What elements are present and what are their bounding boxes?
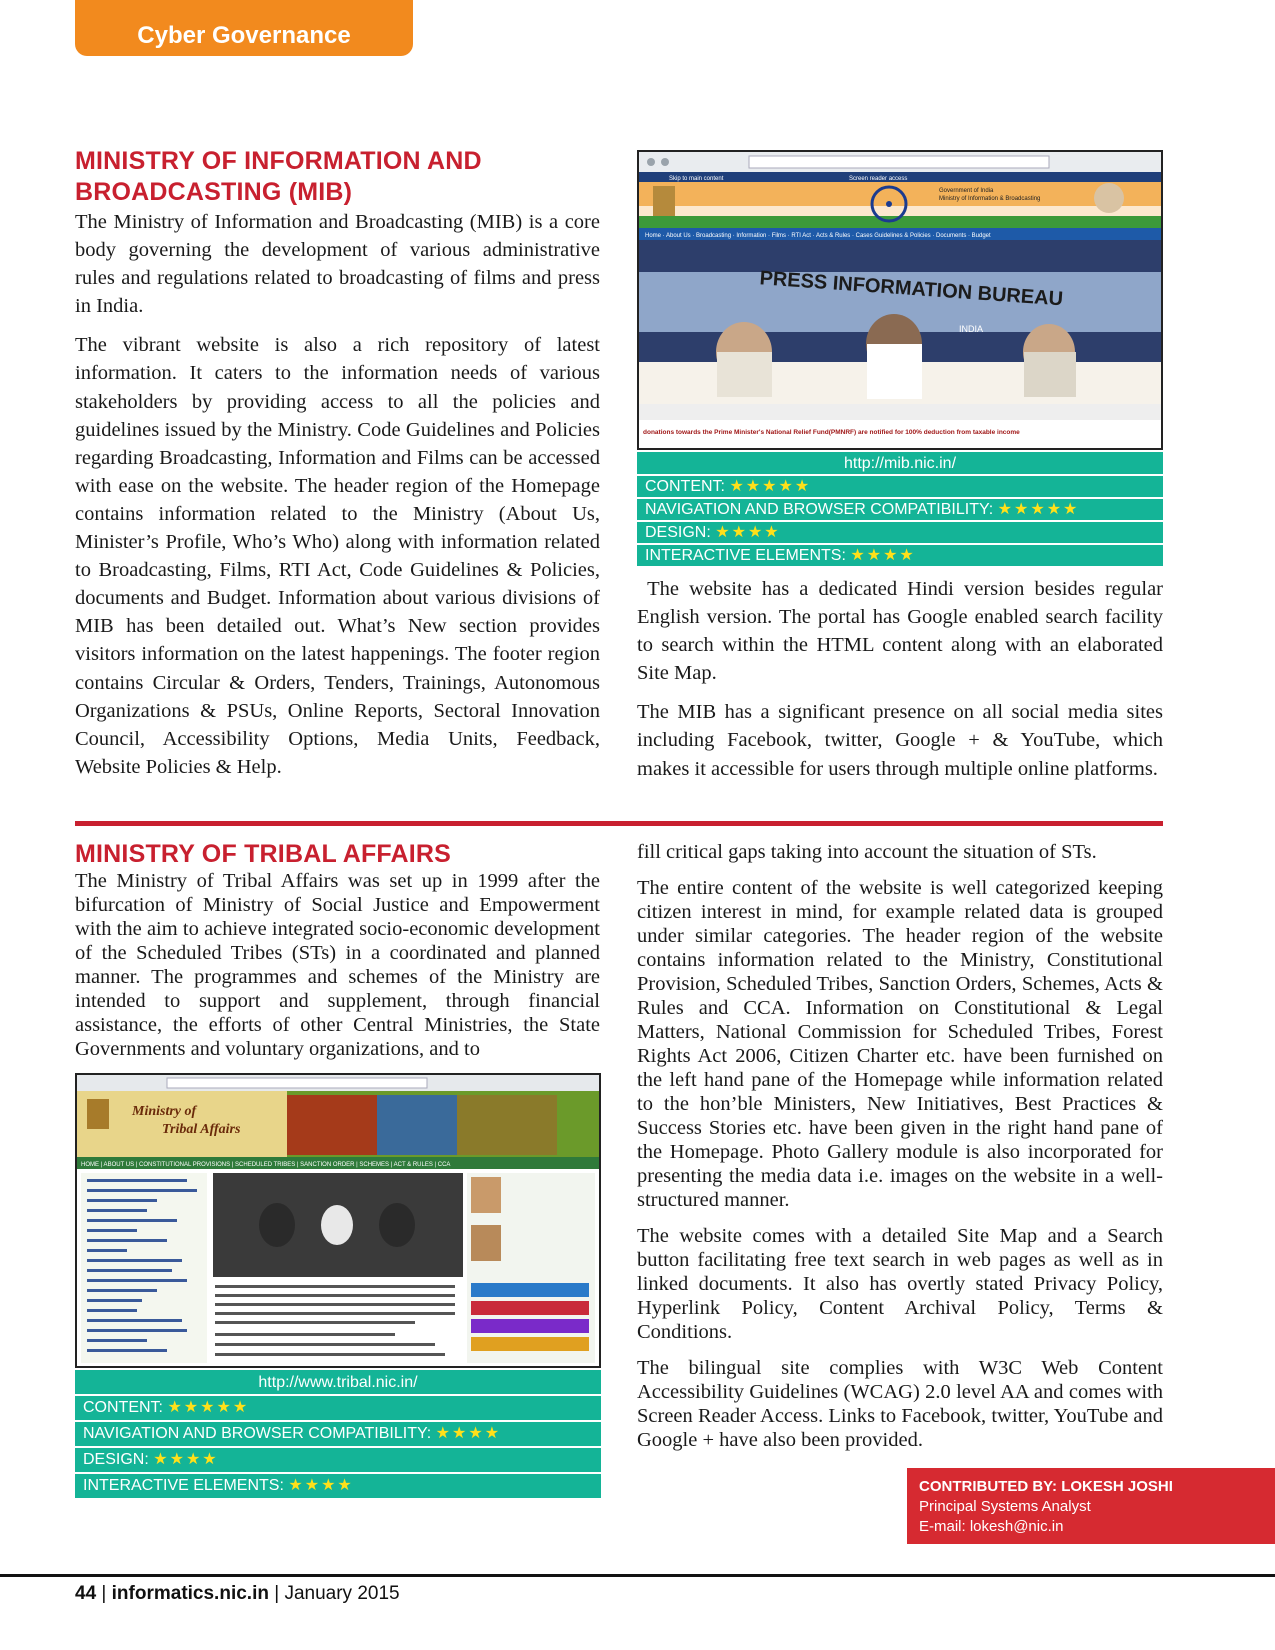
tribal-rating-interactive: INTERACTIVE ELEMENTS: ★★★★ [75, 1474, 601, 1500]
mib-website-screenshot [637, 150, 1163, 450]
svg-text:PRESS INFORMATION BUREAU: PRESS INFORMATION BUREAU [758, 267, 1064, 311]
star-icon: ★★★★★ [997, 501, 1080, 518]
tribal-rating-design: DESIGN: ★★★★ [75, 1448, 601, 1474]
page-footer: 44 | informatics.nic.in | January 2015 [75, 1583, 400, 1604]
star-icon: ★★★★ [715, 524, 781, 541]
mib-rating-design: DESIGN: ★★★★ [637, 522, 1163, 545]
section-divider [75, 821, 1163, 826]
mib-right-text [637, 575, 1169, 783]
mib-title-line2: BROADCASTING (MIB) [75, 178, 353, 206]
tribal-rating-navigation: NAVIGATION AND BROWSER COMPATIBILITY: ★★★★ [75, 1422, 601, 1448]
page-number: 44 [75, 1583, 97, 1604]
star-icon: ★★★★ [435, 1425, 502, 1442]
tribal-paragraph-4: The bilingual site complies with W3C Web Content Accessibility Guidelines (WCAG) 2.0 level AA and comes with Screen Reader Access. Links to Facebook, twitter, YouTube and Google + have also been provided. [637, 1357, 1163, 1451]
tribal-paragraph-2: The entire content of the website is well categorized keeping citizen interest in mind, for example related data is grouped under similar categories. The header region of the website contains information related to the Ministry, Constitutional Provision, Scheduled Tribes, Sanction Orders, Schemes, Acts & Rules and CCA. Information on Constitutional & Legal Matters, National Commission for Scheduled Tribes, Forest Rights Act 2006, Citizen Charter etc. have been furnished on the left hand pane of the Homepage while information related to the hon’ble Ministers, New Initiatives, Best Practices & Success Stories etc. have been given in the right hand pane of the Homepage. Photo Gallery module is also incorporated for presenting the media data i.e. images on the website in a well-structured manner. [637, 877, 1163, 1211]
tribal-screenshot-nav: HOME | ABOUT US | CONSTITUTIONAL PROVISIONS | SCHEDULED TRIBES | SANCTION ORDER | SCHEMES | ACT & RULES | CCA [81, 1162, 451, 1168]
star-icon: ★★★★ [288, 1477, 354, 1494]
tribal-rating-content: CONTENT: ★★★★★ [75, 1396, 601, 1422]
contributor-name: CONTRIBUTED BY: LOKESH JOSHI [919, 1478, 1173, 1495]
tribal-screenshot-image [77, 1075, 599, 1366]
mib-paragraph-2: The vibrant website is also a rich repository of latest information. It caters to the information needs of various stakeholders by providing access to all the policies and guidelines issued by the Ministry. Code Guidelines and Policies regarding Broadcasting, Information and Films can be accessed with ease on the website. The header region of the Homepage contains information related to the Ministry (About Us, Minister’s Profile, Who’s Who) along with information related to Broadcasting, Films, RTI Act, Code Guidelines & Policies, documents and Budget. Information about various divisions of MIB has been detailed out. What’s New section provides visitors information on the latest happenings. The footer region contains Circular & Orders, Tenders, Trainings, Autonomous Organizations & PSUs, Online Reports, Sectoral Innovation Council, Accessibility Options, Media Units, Feedback, Website Policies & Help. [75, 334, 600, 778]
mib-screenshot-image [639, 152, 1161, 448]
contributor-role: Principal Systems Analyst [919, 1498, 1091, 1515]
tribal-paragraph-1-continued: fill critical gaps taking into account the situation of STs. [637, 841, 1097, 863]
tribal-website-screenshot [75, 1073, 601, 1368]
contributor-box [907, 1468, 1275, 1544]
svg-text:donations towards the Prime Mi: donations towards the Prime Minister's National Relief Fund(PMNRF) are notified for 100% deduction from taxable income [643, 429, 1020, 436]
mib-rating-interactive: INTERACTIVE ELEMENTS: ★★★★ [637, 545, 1163, 568]
svg-text:Tribal Affairs: Tribal Affairs [162, 1122, 241, 1137]
mib-screenshot-nav: Home · About Us · Broadcasting · Information · Films · RTI Act · Acts & Rules · Cases Guidelines & Policies · Documents · Budget [645, 233, 991, 239]
tribal-article [75, 839, 600, 1061]
star-icon: ★★★★ [850, 547, 916, 564]
mib-title-line1: MINISTRY OF INFORMATION AND [75, 147, 482, 175]
footer-date: January 2015 [284, 1583, 400, 1604]
section-tab: Cyber Governance [75, 0, 413, 56]
mib-rating-content: CONTENT: ★★★★★ [637, 476, 1163, 499]
svg-text:Ministry of Information & Broa: Ministry of Information & Broadcasting [939, 196, 1041, 202]
mib-title [75, 146, 600, 208]
mib-paragraph-3: The website has a dedicated Hindi version besides regular English version. The portal has Google enabled search facility to search within the HTML content along with an elaborated Site Map. [637, 578, 1169, 685]
star-icon: ★★★★★ [167, 1399, 250, 1416]
tribal-right-text [637, 840, 1163, 1452]
mib-article [75, 146, 600, 781]
star-icon: ★★★★★ [729, 478, 812, 495]
svg-text:Ministry of: Ministry of [132, 1104, 197, 1119]
tribal-url-link[interactable]: http://www.tribal.nic.in/ [75, 1370, 601, 1396]
mib-paragraph-4: The MIB has a significant presence on all social media sites including Facebook, twitter, Google + & YouTube, which makes it accessible for users through multiple online platforms. [637, 701, 1163, 780]
svg-text:Government of India: Government of India [939, 188, 994, 194]
tribal-paragraph-3: The website comes with a detailed Site Map and a Search button facilitating free text search in web pages as well as in linked documents. It also has overtly stated Privacy Policy, Hyperlink Policy, Content Archival Policy, Terms & Conditions. [637, 1225, 1163, 1343]
tribal-title: MINISTRY OF TRIBAL AFFAIRS [75, 840, 452, 868]
svg-text:INDIA: INDIA [959, 324, 984, 334]
tribal-paragraph-1: The Ministry of Tribal Affairs was set up in 1999 after the bifurcation of Ministry of Social Justice and Empowerment with the aim to achieve integrated socio-economic development of the Scheduled Tribes (STs) in a coordinated and planned manner. The programmes and schemes of the Ministry are intended to support and supplement, through financial assistance, the efforts of other Central Ministries, the State Governments and voluntary organizations, and to [75, 870, 600, 1060]
footer-site[interactable]: informatics.nic.in [111, 1583, 269, 1604]
mib-url-link[interactable]: http://mib.nic.in/ [637, 452, 1163, 476]
footer-rule [0, 1574, 1275, 1577]
mib-paragraph-1: The Ministry of Information and Broadcasting (MIB) is a core body governing the development of various administrative rules and regulations related to broadcasting of films and press in India. [75, 211, 600, 318]
svg-text:Skip to main content: Skip to main content [669, 176, 724, 182]
tribal-ratings [75, 1370, 601, 1500]
mib-rating-navigation: NAVIGATION AND BROWSER COMPATIBILITY: ★★★★★ [637, 499, 1163, 522]
contributor-email[interactable]: E-mail: lokesh@nic.in [919, 1518, 1064, 1535]
svg-text:Screen reader access: Screen reader access [849, 176, 908, 182]
star-icon: ★★★★ [153, 1451, 219, 1468]
mib-ratings [637, 452, 1163, 568]
